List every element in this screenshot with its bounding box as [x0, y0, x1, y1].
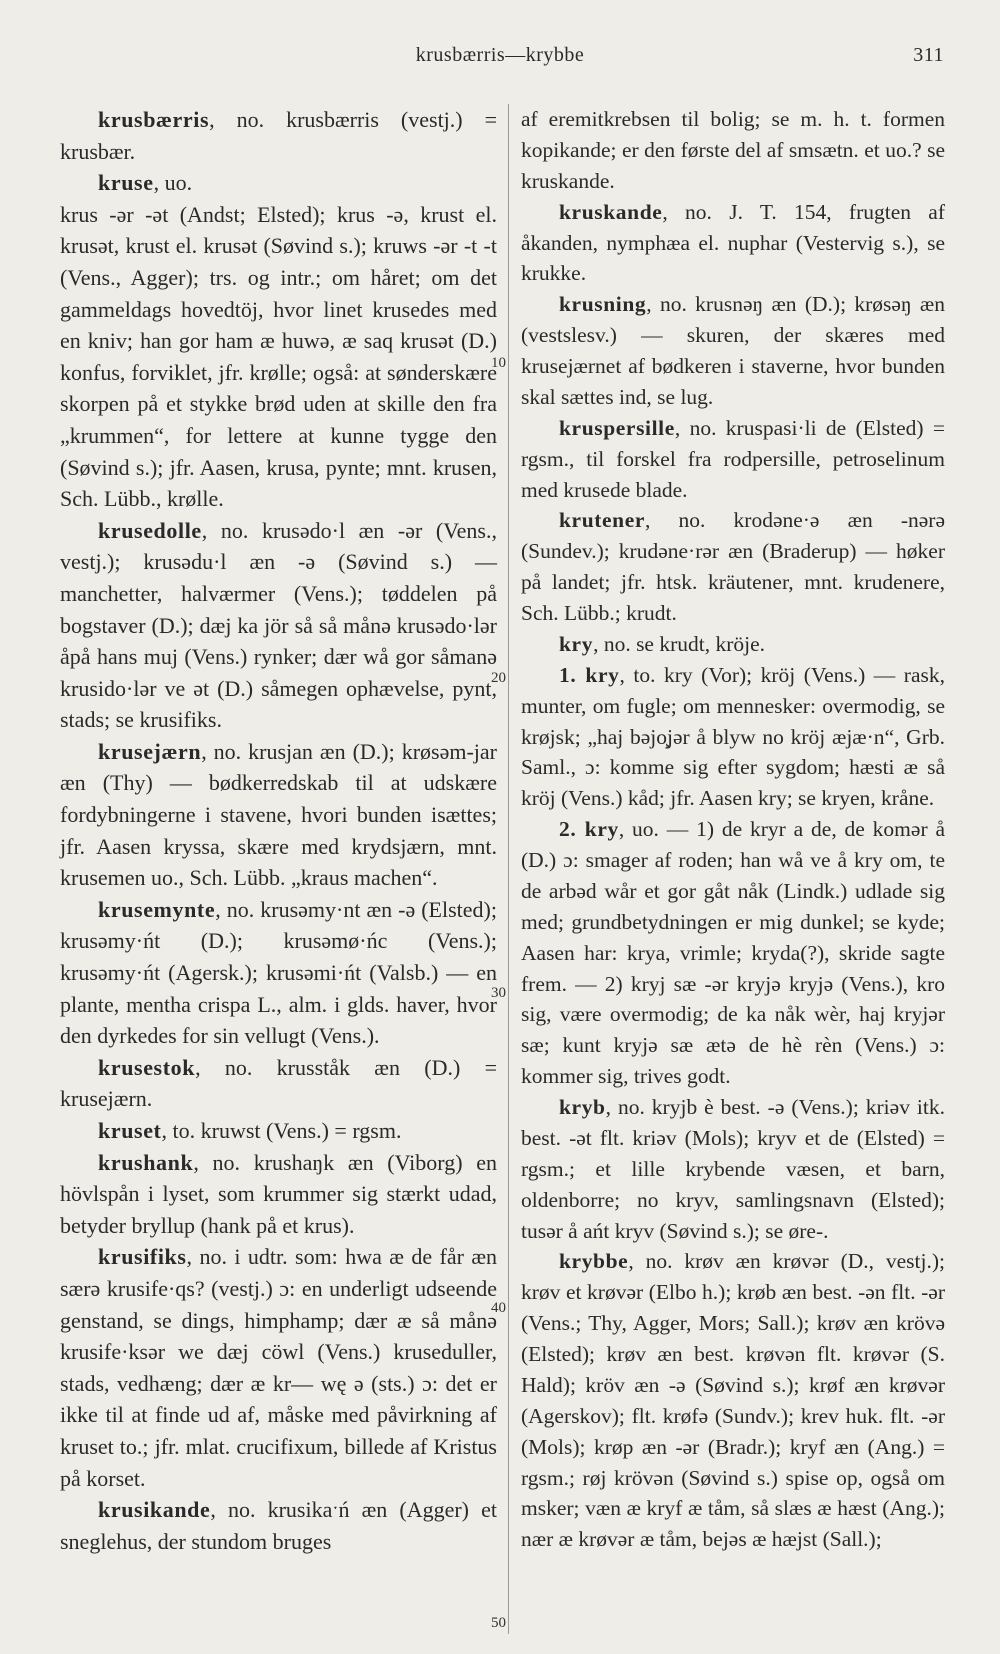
line-number: 40 [491, 1300, 506, 1316]
line-number: 30 [491, 985, 506, 1001]
dictionary-entry [521, 197, 945, 290]
entry-text: , to. kruwst (Vens.) = rgsm. [161, 1118, 402, 1143]
dictionary-entry [60, 894, 497, 1052]
column-divider [508, 104, 509, 1634]
entry-text: , uo. [153, 170, 193, 196]
dictionary-entry [521, 1246, 945, 1555]
dictionary-entry [60, 1115, 497, 1147]
headword: kryb [559, 1095, 606, 1119]
headword: 2. kry [559, 817, 619, 842]
entry-text: krus -ər -ət (Andst; Elsted); krus -ə, krust el. krusət, krust el. krusət (Søvind s.); kruws -ər -t -t (Vens., Agger); trs. og intr.; om håret; om det gammeldags hovedtöj, hvor linet krusedes med en kniv; han gor ham æ huwə, æ saq krusət (D.) konfus, forviklet, jfr. krølle; også: at sønderskære skorpen på et stykke brød uden at skille den fra „krummen“, for lettere at kunne tygge den (Søvind s.); jfr. Aasen, krusa, pynte; mnt. krusen, Sch. Lübb., krølle. [60, 201, 497, 512]
dictionary-entry [60, 1147, 497, 1242]
headword: kruskande [559, 199, 663, 224]
dictionary-entry [521, 814, 945, 1092]
page-header [0, 44, 1000, 74]
headword: krusestok [98, 1054, 196, 1080]
dictionary-entry [521, 660, 945, 814]
headword: krusikande [98, 1497, 211, 1523]
dictionary-entry [60, 515, 497, 736]
entry-text: , to. kry (Vor); kröj (Vens.) — rask, munter, om fugle; om mennesker: overmodig, se krøjsk; „haj bəjo̧jər å blyw no kröj æjæ·n“, Grb. Saml., ɔ: komme sig efter sygdom; hæsti æ så kröj (Vens.) kåd; jfr. Aasen kry; se kryen, kråne. [521, 662, 945, 811]
entry-text: , no. krodəne·ə æn -nərə (Sundev.); krudəne·rər æn (Braderup) — høker på landet; jfr. htsk. kräutener, mnt. krudenere, Sch. Lübb.; krudt. [521, 508, 945, 625]
headword: krusedolle [98, 517, 202, 543]
entry-text: , no. krusəmy·nt æn -ə (Elsted); krusəmy·ńt (D.); krusəmø·ńc (Vens.); krusəmy·ńt (Agersk.); krusəmi·ńt (Valsb.) — en plante, mentha crispa L., alm. i glds. haver, hvor den dyrkedes for sin vellugt (Vens.). [60, 896, 497, 1049]
entry-text: , no. krusədo·l æn -ər (Vens., vestj.); krusədu·l æn -ə (Søvind s.) — manchetter, halværmer (Vens.); tøddelen på bogstaver (D.); dæj ka jör så så månə krusədo·lər åpå hans muj (Vens.) rynker; dær wå gor såmanə krusido·lər ve ət (D.) såmegen ophævelse, pynt, stads; se krusifiks. [60, 517, 497, 733]
entry-text: , no. krusnəŋ æn (D.); krøsəŋ æn (vestslesv.) — skuren, der skæres med krusejærnet af bødkeren i staverne, hvor bunden skal sættes ind, se lug. [521, 292, 945, 409]
entry-text: , no. J. T. 154, frugten af åkanden, nymphæa el. nuphar (Vestervig s.), se krukke. [521, 199, 945, 286]
dictionary-entry [60, 1494, 497, 1557]
headword: kruspersille [559, 415, 675, 440]
dictionary-entry [521, 413, 945, 506]
headword: krutener [559, 508, 646, 533]
entry-text: , no. kryjb è best. -ə (Vens.); kriəv itk. best. -ət flt. kriəv (Mols); kryv et de (Elsted) = rgsm.; et lille krybende væsen, et barn, oldenborre; no kryv, samlingsnavn (Elsted); tusər å ańt kryv (Søvind s.); se øre-. [521, 1095, 945, 1243]
entry-text: , uo. — 1) de kryr a de, de komər å (D.) ɔ: smager af roden; han wå ve å kry om, te de arbəd wår et gor gåt nåk (Lindk.) udlade sig med; grundbetydningen er mig dunkel; se kyde; Aasen har: krya, vrimle; kryda(?), skride sagte frem. — 2) kryj sæ -ər kryjə kryjə (Vens.), kro sig, være overmodig; de ka nåk wèr, haj kryjər sæ; kunt kryjə sæ ætə de hè rèn (Vens.) ɔ: kommer sig, trives godt. [521, 817, 945, 1089]
headword: 1. kry [559, 662, 620, 687]
dictionary-entry [521, 104, 945, 197]
running-head: krusbærris—krybbe [415, 44, 585, 66]
headword: krusemynte [98, 896, 216, 922]
dictionary-entry [60, 1241, 497, 1494]
headword: krusbærris [98, 107, 210, 132]
dictionary-entry [521, 1092, 945, 1246]
entry-text: , no. krusbærris (vestj.) = krusbær. [60, 107, 497, 164]
entry-text: , no. krusståk æn (D.) = krusejærn. [60, 1054, 497, 1112]
entry-text: , no. kruspasi·li de (Elsted) = rgsm., til forskel fra rodpersille, petroselinum med krusede blade. [521, 415, 945, 502]
entry-text: , no. i udtr. som: hwa æ de får æn særə krusife·qs? (vestj.) ɔ: en underligt udseende genstand, se dings, himphamp; dær æ så månə krusife·ksər we dæj cöwl (Vens.) kruseduller, stads, vedhæng; dær æ kr— wę ə (sts.) ɔ: det er ikke til at finde ud af, måske med påvirkning af kruset to.; jfr. mlat. crucifixum, billede af Kristus på korset. [60, 1244, 497, 1491]
entry-text: , no. krushaŋk æn (Viborg) en hövlspån i lyset, som krummer sig stærkt udad, betyder bryllup (hank på et krus). [60, 1149, 497, 1238]
line-number: 50 [491, 1615, 506, 1631]
headword: kry [559, 631, 594, 656]
dictionary-entry [60, 104, 497, 167]
dictionary-entry [521, 505, 945, 629]
headword: krybbe [559, 1249, 629, 1274]
right-column [521, 104, 945, 1555]
headword: krusifiks [98, 1244, 187, 1270]
headword: krusning [559, 292, 647, 317]
entry-text: , no. krusikaˑń æn (Agger) et sneglehus, der stundom bruges [60, 1497, 497, 1554]
line-number: 10 [491, 355, 506, 371]
dictionary-entry [521, 629, 945, 660]
headword: krushank [98, 1149, 194, 1175]
page-number: 311 [913, 44, 944, 66]
left-column [60, 104, 497, 1557]
entry-text: , no. krusjan æn (D.); krøsəm-jar æn (Thy) — bødkerredskab til at udskære fordybningerne i stavene, hvori bunden isættes; jfr. Aasen kryssa, skære med krydsjærn, mnt. krusemen uo., Sch. Lübb. „kraus machen“. [60, 738, 497, 891]
dictionary-entry [60, 199, 497, 515]
entry-text: , no. krøv æn krøvər (D., vestj.); krøv et krøvər (Elbo h.); krøb æn best. -ən flt. -ər (Vens.; Thy, Agger, Mors; Sall.); krøv æn krövə (Elsted); krøv æn best. krøvən flt. krøvər (S. Hald); kröv æn -ə (Søvind s.); krøf æn krøvər (Agerskov); flt. krøfə (Sundv.); krev huk. flt. -ər (Mols); krøp æn -ər (Bradr.); kryf æn (Ang.) = rgsm.; røj krövən (Søvind s.) spise op, også om msker; væn æ kryf æ tåm, så slæs æ hæst (Ang.); nær æ krøvər æ tåm, bejəs æ hæjst (Sall.); [521, 1249, 945, 1552]
dictionary-entry [60, 1052, 497, 1115]
entry-text: af eremitkrebsen til bolig; se m. h. t. formen kopikande; er den første del af smsætn. et uo.? se kruskande. [521, 107, 945, 193]
dictionary-entry [521, 289, 945, 413]
headword: kruset [98, 1118, 162, 1143]
dictionary-entry [60, 167, 497, 199]
entry-text: , no. se krudt, kröje. [593, 631, 766, 656]
dictionary-entry [60, 736, 497, 894]
headword: krusejærn [98, 738, 202, 764]
headword: kruse [98, 170, 154, 196]
line-number: 20 [491, 670, 506, 686]
